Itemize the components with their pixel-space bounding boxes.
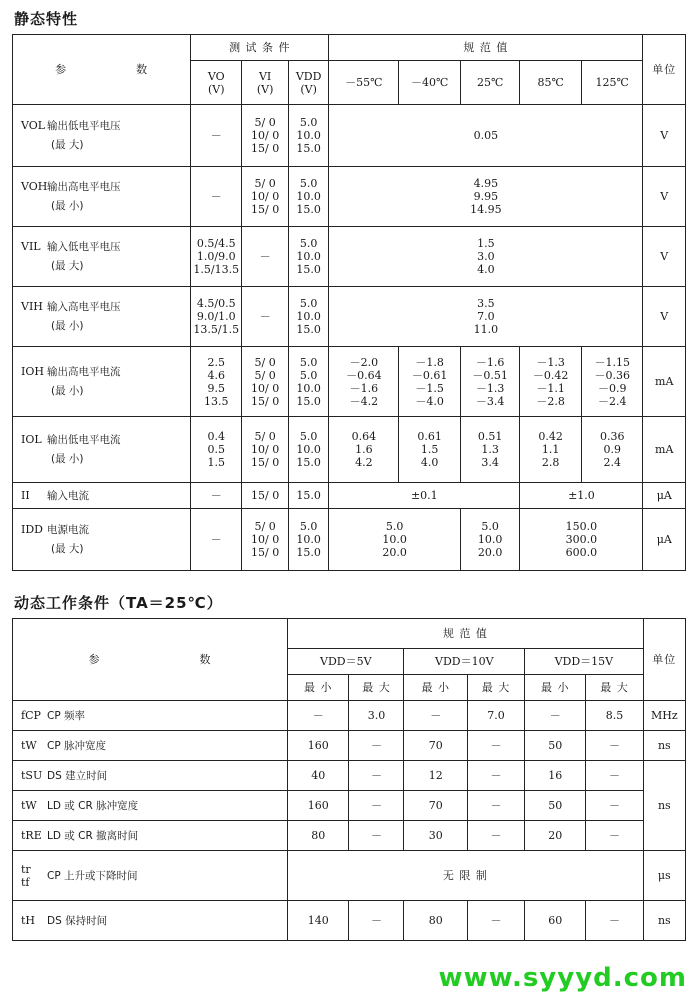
- dyn-unit-header: 单位: [643, 619, 685, 701]
- spec-value: 0.36 0.9 2.4: [581, 417, 643, 483]
- dyn-spec-header: 规 范 值: [288, 619, 644, 649]
- param-symbol: tH: [21, 913, 36, 927]
- vo-cell: 4.5/0.5 9.0/1.0 13.5/1.5: [191, 287, 242, 347]
- param-symbol: VOH: [21, 180, 48, 193]
- site-watermark: www.syyyd.com: [438, 963, 687, 993]
- dynamic-title: 动态工作条件（TA＝25℃）: [14, 594, 223, 612]
- vdd-cell: 5.0 10.0 15.0: [288, 287, 328, 347]
- max-header: 最 大: [349, 675, 404, 701]
- param-header-a: 参: [55, 63, 68, 76]
- spec-value: －1.6 －0.51 －1.3 －3.4: [460, 347, 519, 417]
- vdd-cell: 5.0 10.0 15.0: [288, 417, 328, 483]
- spec-value: 4.95 9.95 14.95: [329, 167, 643, 227]
- param-symbol: fCP: [21, 708, 41, 722]
- vi-cell: －: [242, 227, 289, 287]
- param-header-b: 数: [199, 653, 212, 666]
- spec-value: －: [404, 701, 467, 731]
- spec-value: 80: [288, 821, 349, 851]
- param-qualifier: (最 小): [51, 320, 84, 332]
- vdd-header: VDD (V): [288, 61, 328, 105]
- param-header: [13, 35, 191, 105]
- unit-cell: μA: [643, 483, 686, 509]
- spec-value: －: [349, 731, 404, 761]
- table-row: [13, 821, 686, 851]
- table-row: [13, 227, 686, 287]
- table-row: [13, 105, 686, 167]
- spec-value: 50: [525, 791, 586, 821]
- param-symbol: VIH: [21, 300, 43, 313]
- vo-header: VO (V): [191, 61, 242, 105]
- spec-value: 12: [404, 761, 467, 791]
- spec-value: 0.64 1.6 4.2: [329, 417, 399, 483]
- spec-value: 3.5 7.0 11.0: [329, 287, 643, 347]
- param-name: LD 或 CR 撤离时间: [47, 829, 139, 842]
- max-header: 最 大: [467, 675, 524, 701]
- unit-cell: μA: [643, 509, 686, 571]
- temp-header: －55℃: [329, 61, 399, 105]
- vo-cell: 2.5 4.6 9.5 13.5: [191, 347, 242, 417]
- spec-value: 0.42 1.1 2.8: [520, 417, 582, 483]
- temp-header: 85℃: [520, 61, 582, 105]
- table-row: [13, 851, 686, 901]
- param-qualifier: (最 小): [51, 200, 84, 212]
- table-row: [13, 509, 686, 571]
- unit-cell: ns: [643, 761, 685, 851]
- table-row: [13, 483, 686, 509]
- param-name: CP 脉冲宽度: [47, 739, 107, 752]
- spec-value: 5.0 10.0 20.0: [460, 509, 519, 571]
- param-symbol: VOL: [21, 119, 46, 132]
- table-row: [13, 761, 686, 791]
- spec-value: 5.0 10.0 20.0: [329, 509, 461, 571]
- temp-header: －40℃: [399, 61, 461, 105]
- min-header: 最 小: [404, 675, 467, 701]
- param-name: CP 频率: [47, 709, 86, 722]
- spec-value: 0.51 1.3 3.4: [460, 417, 519, 483]
- param-qualifier: (最 大): [51, 260, 84, 272]
- unit-cell: ns: [643, 731, 685, 761]
- unit-cell: V: [643, 105, 686, 167]
- spec-value: 160: [288, 731, 349, 761]
- param-symbol: IDD: [21, 523, 43, 536]
- vo-cell: 0.4 0.5 1.5: [191, 417, 242, 483]
- param-name: 输入低电平电压: [47, 241, 121, 253]
- vdd-group-header: VDD＝5V: [288, 649, 404, 675]
- min-header: 最 小: [525, 675, 586, 701]
- unit-cell: ns: [643, 901, 685, 941]
- param-symbol: IOH: [21, 365, 44, 378]
- vi-cell: －: [242, 287, 289, 347]
- spec-value: 3.0: [349, 701, 404, 731]
- spec-value: 20: [525, 821, 586, 851]
- spec-value: 70: [404, 791, 467, 821]
- param-qualifier: (最 小): [51, 453, 84, 465]
- static-title: 静态特性: [14, 10, 79, 28]
- vdd-cell: 5.0 10.0 15.0: [288, 509, 328, 571]
- vdd-group-header: VDD＝10V: [404, 649, 525, 675]
- vdd-cell: 5.0 5.0 10.0 15.0: [288, 347, 328, 417]
- param-symbol: II: [21, 488, 30, 502]
- param-qualifier: (最 大): [51, 139, 84, 151]
- spec-value: －: [349, 761, 404, 791]
- spec-value: 0.05: [329, 105, 643, 167]
- table-row: [13, 347, 686, 417]
- param-name: 输出高电平电流: [47, 366, 121, 378]
- spec-value: 30: [404, 821, 467, 851]
- vi-cell: 5/ 0 10/ 0 15/ 0: [242, 105, 289, 167]
- vi-cell: 5/ 0 10/ 0 15/ 0: [242, 509, 289, 571]
- spec-value: 1.5 3.0 4.0: [329, 227, 643, 287]
- vo-cell: 0.5/4.5 1.0/9.0 1.5/13.5: [191, 227, 242, 287]
- spec-value: －1.8 －0.61 －1.5 －4.0: [399, 347, 461, 417]
- param-symbol: tW: [21, 798, 37, 812]
- max-header: 最 大: [586, 675, 643, 701]
- temp-header: 25℃: [460, 61, 519, 105]
- static-characteristics-table: [12, 34, 686, 571]
- param-qualifier: (最 大): [51, 543, 84, 555]
- spec-value: －: [467, 761, 524, 791]
- table-row: [13, 701, 686, 731]
- unit-cell: mA: [643, 417, 686, 483]
- param-name: DS 保持时间: [47, 914, 108, 927]
- param-name: DS 建立时间: [47, 769, 108, 782]
- spec-value: －: [349, 791, 404, 821]
- spec-value: －: [467, 821, 524, 851]
- unit-cell: V: [643, 287, 686, 347]
- spec-value: －: [288, 701, 349, 731]
- spec-value: 8.5: [586, 701, 643, 731]
- spec-value: 无 限 制: [288, 851, 644, 901]
- spec-value: 0.61 1.5 4.0: [399, 417, 461, 483]
- spec-value: 160: [288, 791, 349, 821]
- spec-value: 40: [288, 761, 349, 791]
- param-name: 输出低电平电流: [47, 434, 121, 446]
- spec-value: －: [467, 731, 524, 761]
- param-name: 输入高电平电压: [47, 301, 121, 313]
- spec-value: －: [586, 901, 643, 941]
- spec-value: 70: [404, 731, 467, 761]
- table-row: [13, 731, 686, 761]
- table-row: [13, 287, 686, 347]
- spec-value: －1.15 －0.36 －0.9 －2.4: [581, 347, 643, 417]
- param-symbol: tr tf: [21, 862, 31, 889]
- vi-cell: 5/ 0 5/ 0 10/ 0 15/ 0: [242, 347, 289, 417]
- spec-value: －1.3 －0.42 －1.1 －2.8: [520, 347, 582, 417]
- spec-value: 7.0: [467, 701, 524, 731]
- table-row: [13, 791, 686, 821]
- spec-value: －2.0 －0.64 －1.6 －4.2: [329, 347, 399, 417]
- min-header: 最 小: [288, 675, 349, 701]
- vdd-cell: 5.0 10.0 15.0: [288, 105, 328, 167]
- vo-cell: －: [191, 167, 242, 227]
- dynamic-conditions-table: [12, 618, 686, 941]
- vdd-cell: 5.0 10.0 15.0: [288, 167, 328, 227]
- vdd-cell: 5.0 10.0 15.0: [288, 227, 328, 287]
- table-row: [13, 417, 686, 483]
- spec-value: 16: [525, 761, 586, 791]
- param-symbol: tSU: [21, 768, 43, 782]
- spec-value: －: [349, 821, 404, 851]
- vi-header: VI (V): [242, 61, 289, 105]
- spec-value: 50: [525, 731, 586, 761]
- unit-cell: V: [643, 167, 686, 227]
- vi-cell: 15/ 0: [242, 483, 289, 509]
- param-symbol: IOL: [21, 433, 42, 446]
- spec-value: －: [349, 901, 404, 941]
- unit-cell: mA: [643, 347, 686, 417]
- table-row: [13, 901, 686, 941]
- param-name: 输出低电平电压: [47, 120, 121, 132]
- spec-value: －: [586, 761, 643, 791]
- spec-value: 150.0 300.0 600.0: [520, 509, 643, 571]
- vdd-group-header: VDD＝15V: [525, 649, 644, 675]
- param-qualifier: (最 小): [51, 385, 84, 397]
- param-name: LD 或 CR 脉冲宽度: [47, 799, 139, 812]
- vo-cell: －: [191, 483, 242, 509]
- param-symbol: tW: [21, 738, 37, 752]
- param-name: 输出高电平电压: [47, 181, 121, 193]
- unit-cell: μs: [643, 851, 685, 901]
- spec-header: 规 范 值: [329, 35, 643, 61]
- param-name: 电源电流: [47, 524, 89, 536]
- spec-value: 80: [404, 901, 467, 941]
- spec-value: －: [586, 731, 643, 761]
- spec-value: －: [467, 901, 524, 941]
- spec-value: －: [586, 821, 643, 851]
- vo-cell: －: [191, 509, 242, 571]
- test-cond-header: 测 试 条 件: [191, 35, 329, 61]
- param-header-b: 数: [136, 63, 149, 76]
- dyn-param-header: [13, 619, 288, 701]
- spec-value: －: [467, 791, 524, 821]
- unit-cell: V: [643, 227, 686, 287]
- vi-cell: 5/ 0 10/ 0 15/ 0: [242, 417, 289, 483]
- unit-header: 单位: [643, 35, 686, 105]
- param-symbol: tRE: [21, 828, 42, 842]
- vo-cell: －: [191, 105, 242, 167]
- vi-cell: 5/ 0 10/ 0 15/ 0: [242, 167, 289, 227]
- param-name: CP 上升或下降时间: [47, 869, 138, 882]
- vdd-cell: 15.0: [288, 483, 328, 509]
- table-row: [13, 167, 686, 227]
- unit-cell: MHz: [643, 701, 685, 731]
- param-symbol: VIL: [21, 240, 41, 253]
- spec-value: ±0.1: [329, 483, 520, 509]
- spec-value: －: [586, 791, 643, 821]
- spec-value: ±1.0: [520, 483, 643, 509]
- param-header-a: 参: [88, 653, 101, 666]
- temp-header: 125℃: [581, 61, 643, 105]
- param-name: 输入电流: [47, 489, 89, 502]
- spec-value: －: [525, 701, 586, 731]
- spec-value: 140: [288, 901, 349, 941]
- spec-value: 60: [525, 901, 586, 941]
